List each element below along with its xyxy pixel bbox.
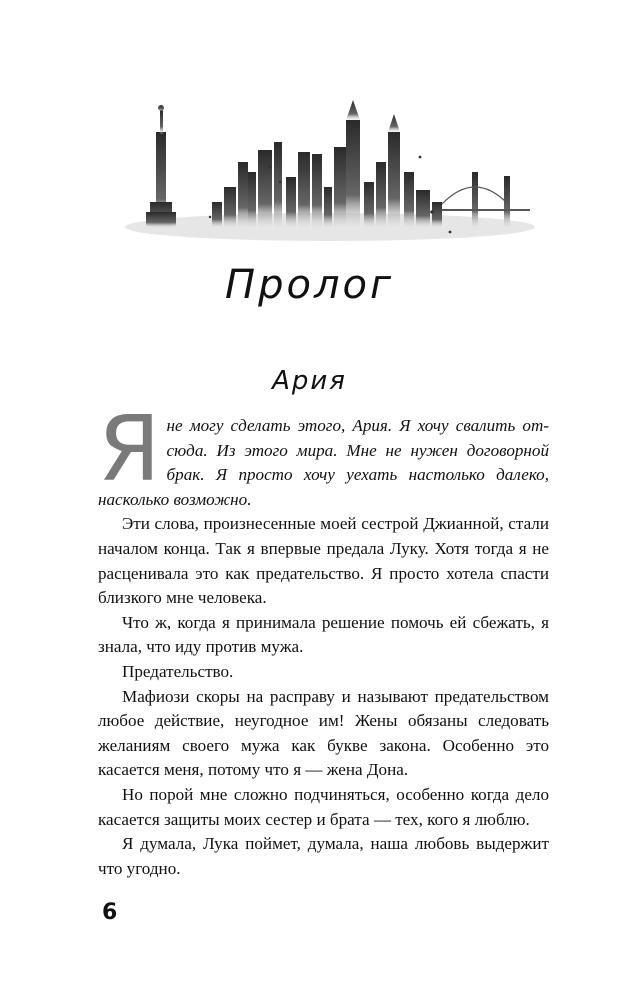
paragraph: Но порой мне сложно подчиняться, особенно когда дело касается защиты моих сестер и брата — тех, кого я люблю. <box>98 784 549 829</box>
pov-character-name: Ария <box>272 366 347 396</box>
body-text <box>98 397 549 881</box>
city-skyline-illustration <box>120 92 540 252</box>
paragraph: Предательство. <box>122 661 234 681</box>
paragraph-text: не могу сделать этого, Ария. Я хочу свалить отсюда. Из этого мира. Мне не нужен договорной брак. Я просто хочу уехать настолько далеко, насколько возможно. <box>98 416 549 509</box>
paragraph: Что ж, когда я принимала решение помочь ей сбежать, я знала, что иду против мужа. <box>98 612 549 657</box>
chapter-title: Пролог <box>225 262 394 308</box>
page-number: 6 <box>102 900 118 925</box>
paragraph: Мафиози скоры на расправу и называют предательством любое действие, неугодное им! Жены обязаны следовать желаниям своего мужа как букве закона. Особенно это касается меня, потому что я — жена Дона. <box>98 686 549 780</box>
paragraph: Я думала, Лука поймет, думала, наша любовь выдержит что угодно. <box>98 834 549 878</box>
paragraph-opening <box>98 397 549 512</box>
paragraph: Эти слова, произнесенные моей сестрой Джианной, стали началом конца. Так я впервые предала Луку. Хотя тогда я не расценивала это как предательство. Я просто хотела спасти близкого мне человека. <box>98 514 549 608</box>
drop-cap: Я <box>98 397 161 502</box>
